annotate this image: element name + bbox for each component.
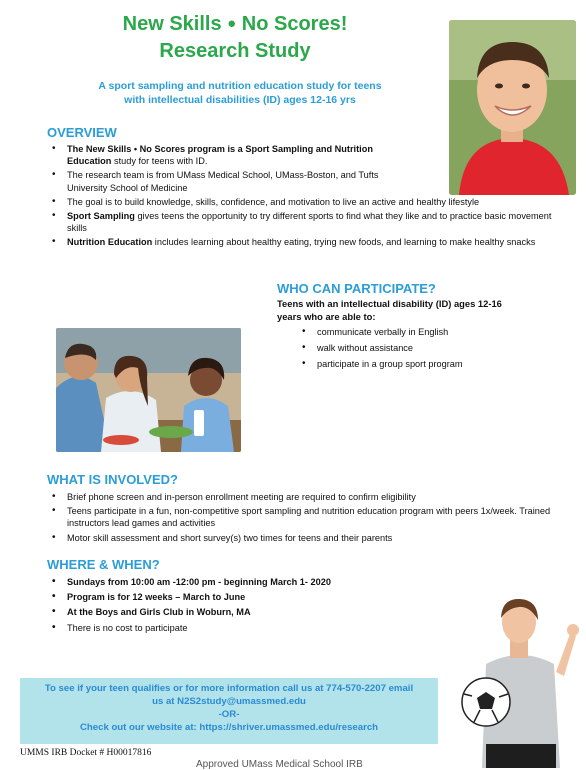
contact-line-1: To see if your teen qualifies or for more information call us at 774-570-2207 email <box>44 683 414 694</box>
who-intro: Teens with an intellectual disability (ID) ages 12-16 years who are able to: <box>277 298 502 322</box>
title-part-2: No Scores! <box>241 13 348 35</box>
list-item: • The research team is from UMass Medical School, UMass-Boston, and Tufts University School of Medicine <box>47 169 397 193</box>
overview-section <box>47 125 557 251</box>
where-section <box>47 557 447 634</box>
contact-website[interactable]: Check out our website at: https://shriver.umassmed.edu/research <box>79 722 379 733</box>
title-dot: ● <box>227 15 237 32</box>
title-line-2: Research Study <box>159 40 311 62</box>
title-part-1: New Skills <box>122 13 222 35</box>
list-item: • At the Boys and Girls Club in Woburn, MA <box>47 606 447 618</box>
list-item: • The goal is to build knowledge, skills, confidence, and motivation to live an active and healthy lifestyle <box>47 196 557 208</box>
list-item: • Nutrition Education includes learning about healthy eating, trying new foods, and learning to make healthy snacks <box>47 236 557 248</box>
involved-heading: WHAT IS INVOLVED? <box>47 472 178 487</box>
where-heading: WHERE & WHEN? <box>47 557 160 572</box>
who-section <box>277 281 557 371</box>
contact-or: -OR- <box>218 709 240 720</box>
list-item: • There is no cost to participate <box>47 622 447 634</box>
teens-eating-photo <box>56 328 241 452</box>
subtitle: A sport sampling and nutrition education study for teens with intellectual disabilities (ID) ages 12-16 yrs <box>98 80 382 106</box>
list-item: • The New Skills • No Scores program is a Sport Sampling and Nutrition Education study for teens with ID. <box>47 143 397 167</box>
list-item: • Sundays from 10:00 am -12:00 pm - beginning March 1- 2020 <box>47 576 447 588</box>
list-item: • Motor skill assessment and short survey(s) two times for teens and their parents <box>47 532 562 544</box>
who-heading: WHO CAN PARTICIPATE? <box>277 281 436 296</box>
contact-email[interactable]: us at N2S2study@umassmed.edu <box>152 696 306 707</box>
irb-approval: Approved UMass Medical School IRB <box>196 759 363 770</box>
irb-docket: UMMS IRB Docket # H00017816 <box>20 748 152 758</box>
overview-heading: OVERVIEW <box>47 125 117 140</box>
contact-callout <box>20 678 438 744</box>
involved-section <box>47 472 562 544</box>
list-item: • communicate verbally in English <box>297 326 557 338</box>
list-item: • participate in a group sport program <box>297 358 557 370</box>
page-title <box>0 10 470 65</box>
list-item: • Program is for 12 weeks – March to June <box>47 591 447 603</box>
list-item: • Sport Sampling gives teens the opportunity to try different sports to find what they like and to practice basic movement skills <box>47 210 557 234</box>
list-item: • Teens participate in a fun, non-competitive sport sampling and nutrition education program with peers 1x/week. Trained instructors lead games and activities <box>47 505 562 529</box>
list-item: • walk without assistance <box>297 342 557 354</box>
girl-soccer-photo <box>452 594 586 768</box>
list-item: • Brief phone screen and in-person enrollment meeting are required to confirm eligibility <box>47 491 562 503</box>
